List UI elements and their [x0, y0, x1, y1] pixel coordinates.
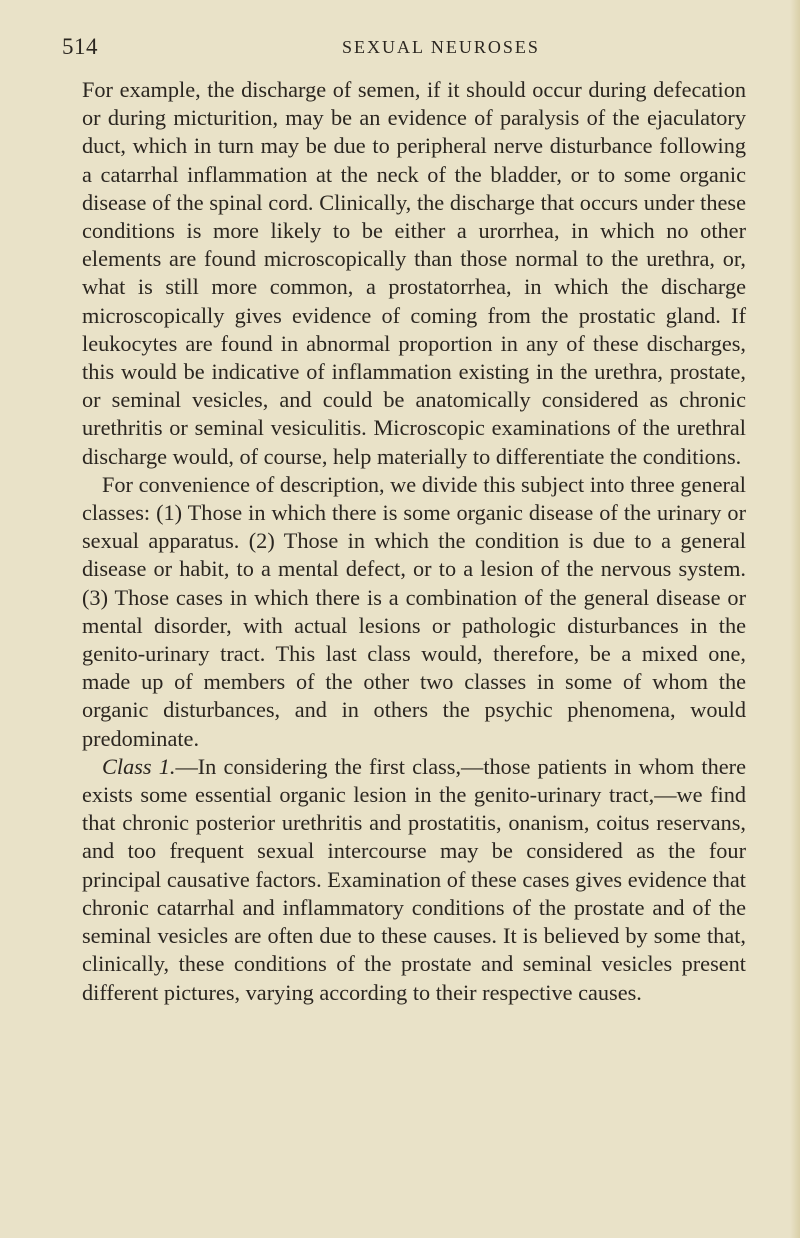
page-number: 514	[62, 34, 98, 59]
paragraph-discharge-example: For example, the discharge of semen, if it should occur during defecation or during micturition, may be an evidence of paralysis of the ejaculatory duct, which in turn may be due to peripheral nerve disturbance following a catarrhal inflammation at the neck of the bladder, or to some organic disease of the spinal cord. Clinically, the discharge that occurs under these conditions is more likely to be either a urorrhea, in which no other elements are found microscopically than those normal to the urethra, or, what is still more common, a prostatorrhea, in which the discharge microscopically gives evidence of coming from the prostatic gland. If leukocytes are found in abnormal proportion in any of these discharges, this would be indicative of inflammation existing in the urethra, prostate, or seminal vesicles, and could be anatomically considered as chronic urethritis or seminal vesiculitis. Microscopic examinations of the urethral discharge would, of course, help materially to differentiate the conditions.	[82, 77, 746, 469]
class-label: Class 1.	[102, 753, 176, 779]
paragraph-three-classes: For convenience of description, we divide this subject into three general classes: (1) Those in which there is some organic disease of the urinary or sexual apparatus. (2) Those in which the condition is due to a general disease or habit, to a mental defect, or to a lesion of the nervous system. (3) Those cases in which there is a combination of the general disease or mental disorder, with actual lesions or pathologic disturbances in the genito-urinary tract. This last class would, therefore, be a mixed one, made up of members of the other two classes in some of whom the organic disturbances, and in others the psychic phenomena, would predominate.	[82, 471, 746, 751]
class-one-text: —In considering the first class,—those patients in whom there exists some essential organic lesion in the genito-urinary tract,—we find that chronic posterior urethritis and prostatitis, onanism, coitus reservans, and too frequent sexual intercourse may be considered as the four principal causative factors. Examination of these cases gives evidence that chronic catarrhal and inflammatory conditions of the prostate and of the seminal vesicles are often due to these causes. It is believed by some that, clinically, these conditions of the prostate and seminal vesicles present different pictures, varying according to their respective causes.	[82, 753, 746, 1005]
body-text	[82, 76, 746, 1007]
paragraph-class-one	[82, 753, 746, 1007]
page-header	[62, 28, 742, 68]
page-edge-shadow	[790, 0, 800, 1238]
running-title: SEXUAL NEUROSES	[342, 37, 540, 57]
